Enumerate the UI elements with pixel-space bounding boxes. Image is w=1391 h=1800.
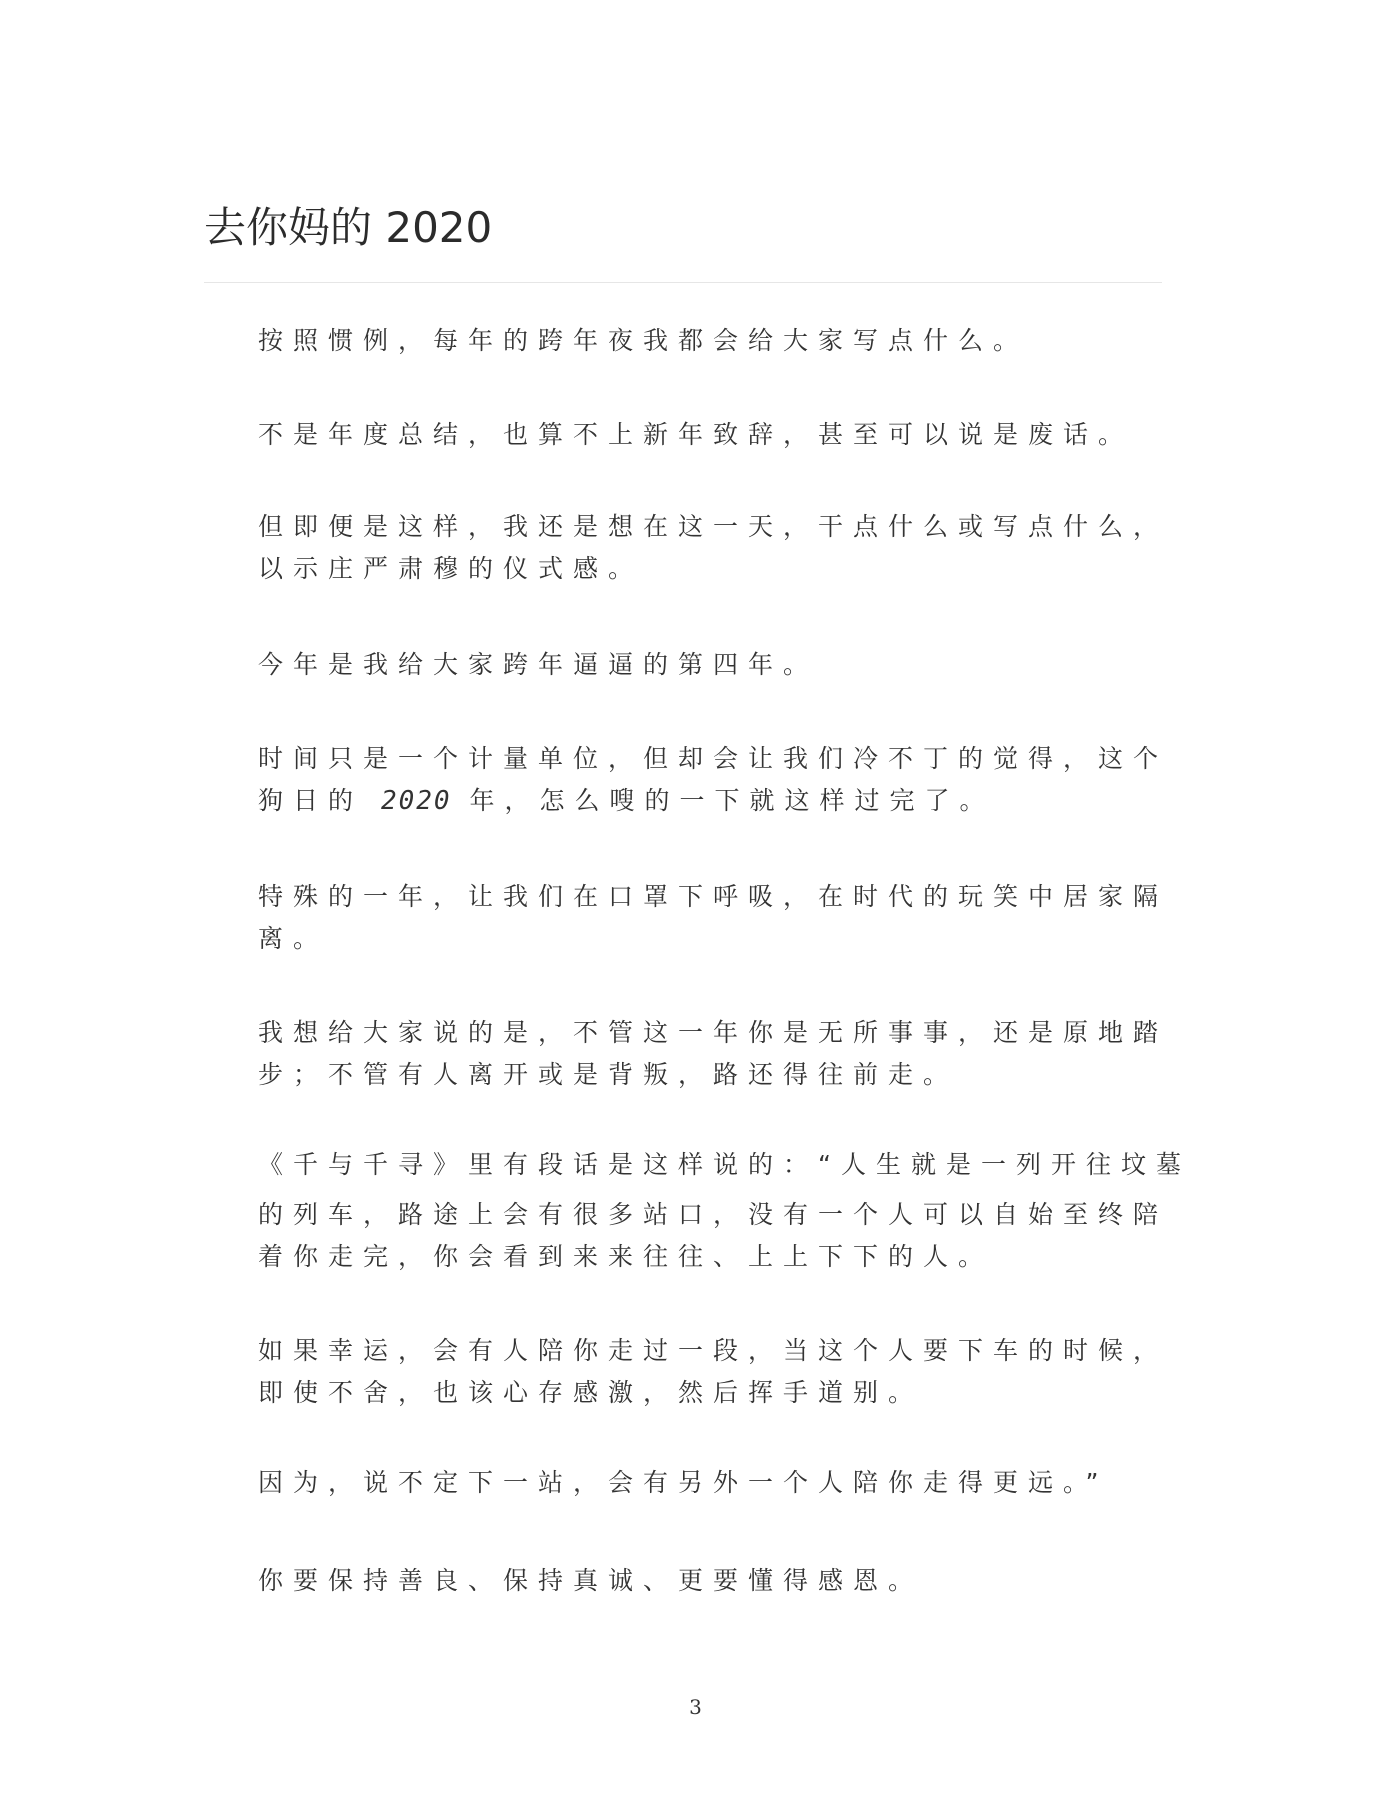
paragraph-11 [258,1560,1138,1602]
paragraph-line: 以示庄严肃穆的仪式感。 [258,554,644,583]
paragraph-line: 特殊的一年，让我们在口罩下呼吸，在时代的玩笑中居家隔 [258,882,1169,911]
paragraph-7 [258,1012,1169,1096]
paragraph-line: 按照惯例，每年的跨年夜我都会给大家写点什么。 [258,326,1029,355]
paragraph-line: 今年是我给大家跨年逼逼的第四年。 [258,650,819,679]
title-divider [204,282,1162,283]
paragraph-5 [258,738,1169,822]
paragraph-text: 狗日的 [258,786,364,815]
paragraph-line: 即使不舍，也该心存感激，然后挥手道别。 [258,1378,924,1407]
paragraph-1 [258,320,1138,362]
paragraph-text: 年，怎么嗖的一下就这样过完了。 [469,786,995,815]
paragraph-line: 因为，说不定下一站，会有另外一个人陪你走得更远。” [258,1468,1109,1497]
paragraph-9 [258,1330,1169,1414]
paragraph-line [258,780,1138,822]
paragraph-8 [258,1144,1191,1278]
paragraph-2 [258,414,1138,456]
page-number: 3 [689,1695,702,1719]
year-text: 2020 [380,786,452,816]
paragraph-line: 但即便是这样，我还是想在这一天，干点什么或写点什么， [258,512,1169,541]
paragraph-line: 如果幸运，会有人陪你走过一段，当这个人要下车的时候， [258,1336,1169,1365]
paragraph-10 [258,1462,1138,1504]
paragraph-4 [258,644,1138,686]
paragraph-line: 我想给大家说的是，不管这一年你是无所事事，还是原地踏 [258,1018,1169,1047]
paragraph-6 [258,876,1169,960]
paragraph-3 [258,506,1169,590]
paragraph-line: 步；不管有人离开或是背叛，路还得往前走。 [258,1060,959,1089]
paragraph-line: 你要保持善良、保持真诚、更要懂得感恩。 [258,1566,924,1595]
paragraph-line: 《千与千寻》里有段话是这样说的：“人生就是一列开往坟墓 [258,1150,1191,1179]
paragraph-line: 时间只是一个计量单位，但却会让我们冷不丁的觉得，这个 [258,744,1169,773]
paragraph-line: 着你走完，你会看到来来往往、上上下下的人。 [258,1242,994,1271]
paragraph-line: 的列车，路途上会有很多站口，没有一个人可以自始至终陪 [258,1200,1169,1229]
paragraph-line: 不是年度总结，也算不上新年致辞，甚至可以说是废话。 [258,420,1134,449]
paragraph-line: 离。 [258,924,329,953]
page-title: 去你妈的 2020 [204,203,493,252]
